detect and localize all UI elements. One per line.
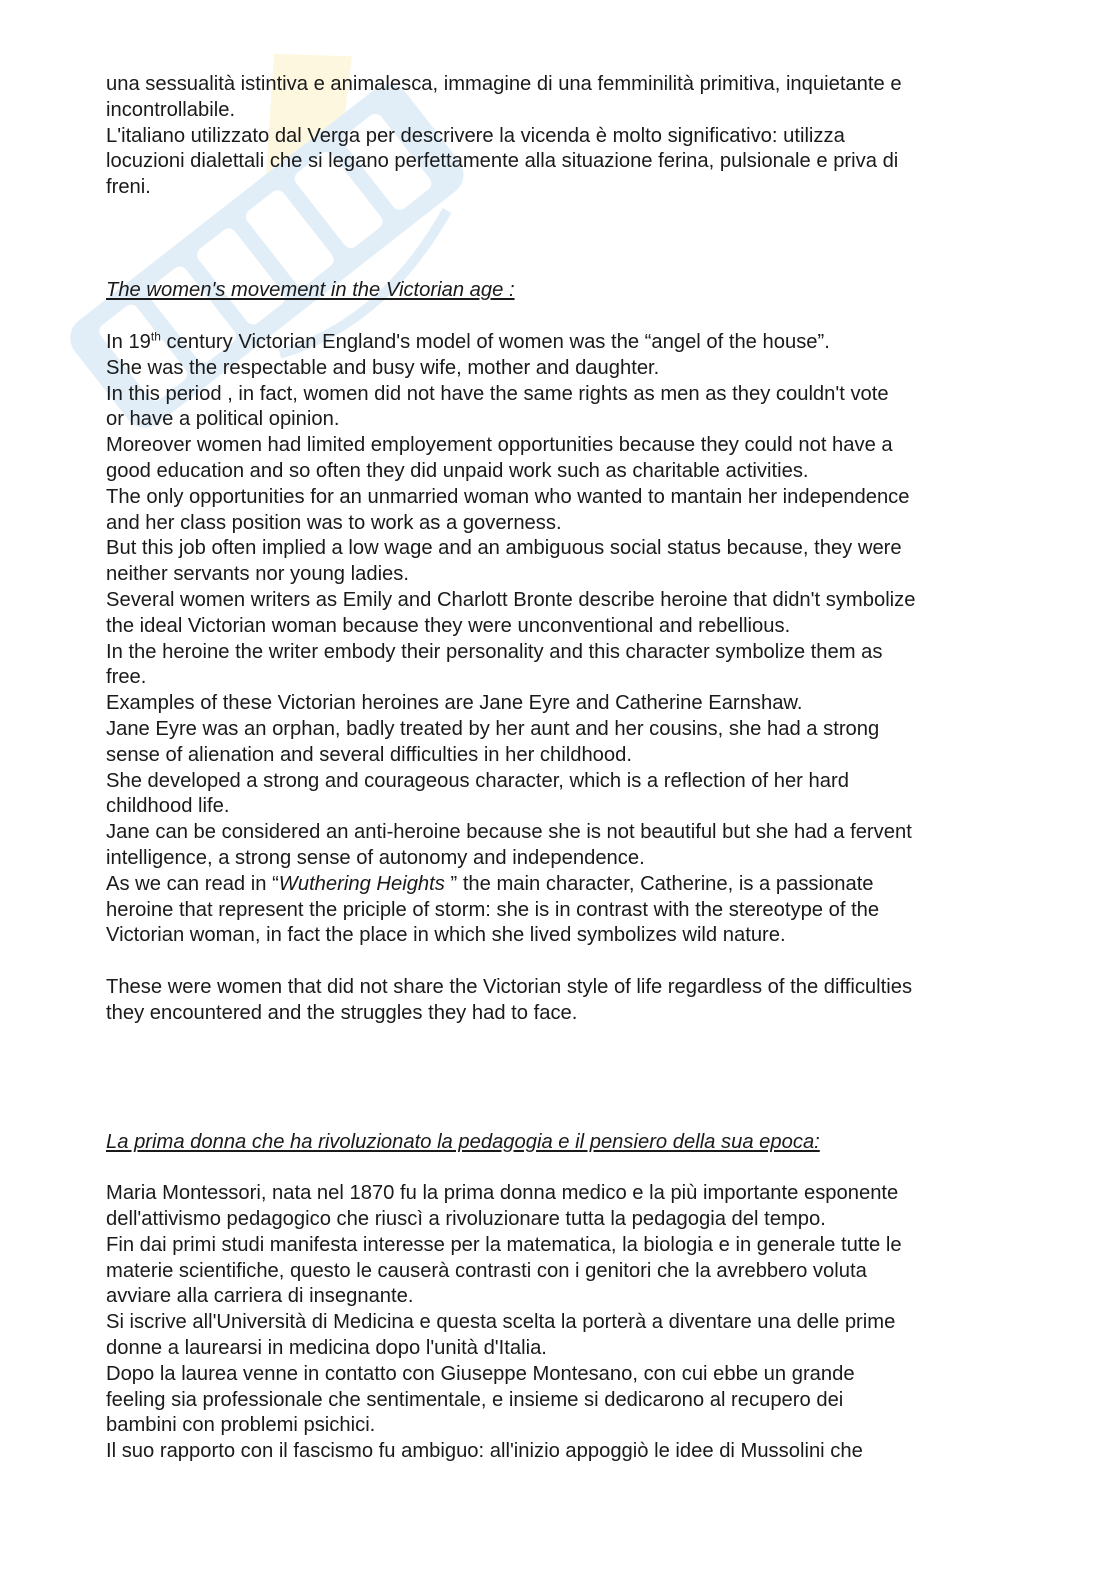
text-line: Jane can be considered an anti-heroine because she is not beautiful but she had a fervent — [106, 821, 912, 844]
section-heading-montessori: La prima donna che ha rivoluzionato la pedagogia e il pensiero della sua epoca: — [106, 1130, 820, 1153]
text-line: In this period , in fact, women did not have the same rights as men as they couldn't vote — [106, 382, 889, 405]
text-fragment: ” the main character, Catherine, is a passionate — [444, 872, 874, 895]
text-line: Fin dai primi studi manifesta interesse per la matematica, la biologia e in generale tutte le — [106, 1233, 902, 1256]
spacer — [106, 1155, 1016, 1181]
text-line: She developed a strong and courageous character, which is a reflection of her hard — [106, 769, 849, 792]
text-line: dell'attivismo pedagogico che riuscì a rivoluzionare tutta la pedagogia del tempo. — [106, 1208, 826, 1231]
text-line: Examples of these Victorian heroines are Jane Eyre and Catherine Earnshaw. — [106, 692, 803, 715]
text-line — [106, 330, 1016, 356]
text-fragment: century Victorian England's model of women was the “angel of the house”. — [160, 330, 830, 353]
text-line: L'italiano utilizzato dal Verga per descrivere la vicenda è molto significativo: utilizza — [106, 124, 845, 147]
text-line: These were women that did not share the Victorian style of life regardless of the difficulties — [106, 975, 913, 998]
text-line: una sessualità istintiva e animalesca, immagine di una femminilità primitiva, inquietante e — [106, 73, 902, 95]
superscript: th — [150, 329, 161, 344]
text-line: Maria Montessori, nata nel 1870 fu la prima donna medico e la più importante esponente — [106, 1182, 899, 1205]
text-line: In the heroine the writer embody their personality and this character symbolize them as — [106, 640, 883, 663]
text-line: heroine that represent the priciple of storm: she is in contrast with the stereotype of the — [106, 898, 880, 921]
text-line: materie scientifiche, questo le causerà contrasti con i genitori che la avrebbero voluta — [106, 1259, 867, 1282]
text-line: childhood life. — [106, 795, 230, 818]
text-line: Il suo rapporto con il fascismo fu ambiguo: all'inizio appoggiò le idee di Mussolini che — [106, 1440, 863, 1463]
spacer — [106, 1026, 1016, 1129]
text-line: neither servants nor young ladies. — [106, 563, 409, 586]
text-line: avviare alla carriera di insegnante. — [106, 1285, 414, 1308]
text-line: She was the respectable and busy wife, mother and daughter. — [106, 356, 660, 379]
text-line: good education and so often they did unpaid work such as charitable activities. — [106, 459, 809, 482]
text-line: freni. — [106, 176, 151, 199]
text-line: Several women writers as Emily and Charlott Bronte describe heroine that didn't symbolize — [106, 588, 916, 611]
text-line: Victorian woman, in fact the place in which she lived symbolizes wild nature. — [106, 924, 786, 947]
book-title: Wuthering Heights — [278, 872, 445, 895]
document-body — [106, 72, 1016, 1465]
victorian-paragraph — [106, 330, 1016, 949]
text-line: donne a laurearsi in medicina dopo l'unità d'Italia. — [106, 1337, 547, 1360]
montessori-paragraph — [106, 1181, 1016, 1465]
text-line: they encountered and the struggles they had to face. — [106, 1001, 578, 1024]
text-line: Jane Eyre was an orphan, badly treated by her aunt and her cousins, she had a strong — [106, 717, 880, 740]
spacer — [106, 949, 1016, 975]
spacer — [106, 304, 1016, 330]
text-line — [106, 872, 1016, 898]
text-line: Dopo la laurea venne in contatto con Giuseppe Montesano, con cui ebbe un grande — [106, 1362, 855, 1385]
text-line: or have a political opinion. — [106, 408, 340, 431]
text-fragment: As we can read in “ — [106, 872, 279, 895]
text-line: Si iscrive all'Università di Medicina e questa scelta la porterà a diventare una delle prime — [106, 1311, 896, 1334]
section-heading-victorian: The women's movement in the Victorian age : — [106, 279, 515, 302]
text-line: the ideal Victorian woman because they were unconventional and rebellious. — [106, 614, 791, 637]
intro-paragraph — [106, 72, 1016, 201]
text-line: intelligence, a strong sense of autonomy and independence. — [106, 846, 645, 869]
text-line: feeling sia professionale che sentimentale, e insieme si dedicarono al recupero dei — [106, 1388, 844, 1411]
spacer — [106, 201, 1016, 278]
text-fragment: In 19 — [106, 330, 151, 353]
text-line: locuzioni dialettali che si legano perfettamente alla situazione ferina, pulsionale e priva di — [106, 150, 899, 173]
text-line: sense of alienation and several difficulties in her childhood. — [106, 743, 632, 766]
text-line: The only opportunities for an unmarried woman who wanted to mantain her independence — [106, 485, 910, 508]
text-line: free. — [106, 666, 147, 689]
text-line: Moreover women had limited employement opportunities because they could not have a — [106, 434, 893, 457]
text-line: incontrollabile. — [106, 98, 236, 121]
text-line: and her class position was to work as a governess. — [106, 511, 562, 534]
text-line: bambini con problemi psichici. — [106, 1414, 376, 1437]
victorian-closing-paragraph — [106, 975, 1016, 1027]
text-line: But this job often implied a low wage and an ambiguous social status because, they were — [106, 537, 902, 560]
